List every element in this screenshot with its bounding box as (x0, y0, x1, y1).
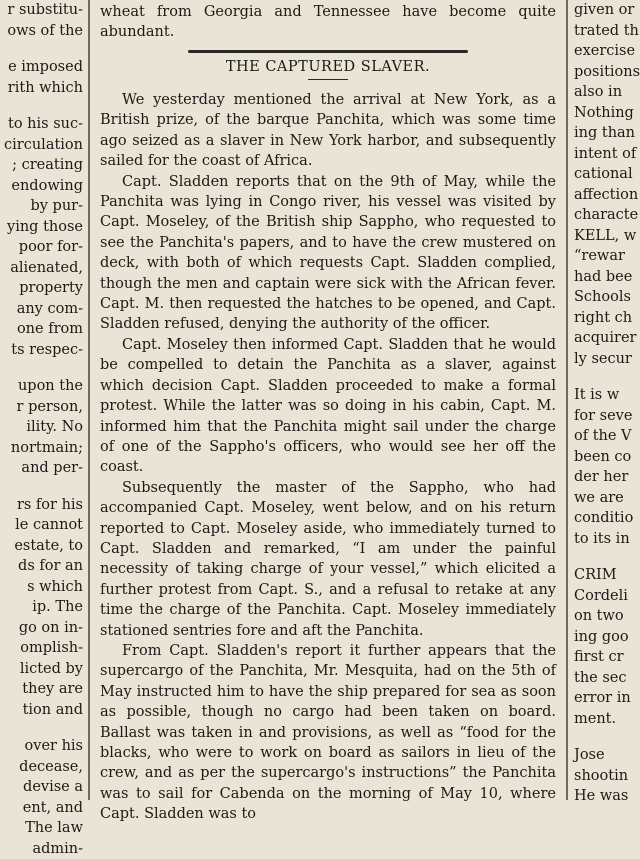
left-column-fragment (0, 0, 86, 800)
right-line: He was (574, 786, 640, 807)
left-line: rs for his (0, 495, 83, 516)
left-line: The law (0, 818, 83, 839)
right-line: error in (574, 688, 640, 709)
right-line: on two (574, 606, 640, 627)
left-line: upon the (0, 376, 83, 397)
right-line: intent of (574, 144, 640, 165)
article-paragraph: Capt. Moseley then informed Capt. Sladden that he would be compelled to detain the Panchita as a slaver, against which decision Capt. Sladden proceeded to make a formal protest. While the latter was so doing in his cabin, Capt. M. informed him that the Panchita might sail under the charge of one of the Sappho's officers, who would see her off the coast. (100, 335, 556, 478)
left-line: one from (0, 319, 83, 340)
preceding-article-tail: wheat from Georgia and Tennessee have become quite abundant. (100, 2, 556, 42)
right-line: Jose (574, 745, 640, 766)
left-line: alienated, (0, 258, 83, 279)
left-line: devise a (0, 777, 83, 798)
left-line: rith which (0, 78, 83, 99)
left-line: any com- (0, 299, 83, 320)
right-line: ment. (574, 709, 640, 730)
left-line: poor for- (0, 237, 83, 258)
right-line: ing than (574, 123, 640, 144)
left-line: licted by (0, 659, 83, 680)
left-line: r person, (0, 397, 83, 418)
article-paragraph: We yesterday mentioned the arrival at New York, as a British prize, of the barque Panchita, which was some time ago seized as a slaver in New York harbor, and subsequently sailed for the coast of Africa. (100, 90, 556, 172)
left-line (0, 720, 83, 736)
left-line: omplish- (0, 638, 83, 659)
left-line: decease, (0, 757, 83, 778)
left-line: ip. The (0, 597, 83, 618)
right-line: CRIM (574, 565, 640, 586)
left-line: ent, and (0, 798, 83, 819)
right-line: positions (574, 62, 640, 83)
right-line: given or (574, 0, 640, 21)
right-line: conditio (574, 508, 640, 529)
left-line: r substitu- (0, 0, 83, 21)
right-line: affection (574, 185, 640, 206)
left-line: estate, to (0, 536, 83, 557)
right-line (574, 729, 640, 745)
right-line (574, 369, 640, 385)
right-line: had bee (574, 267, 640, 288)
left-line: ; creating (0, 155, 83, 176)
right-line: acquirer (574, 328, 640, 349)
left-line (0, 41, 83, 57)
article-separator-rule (188, 50, 468, 53)
left-line: ying those (0, 217, 83, 238)
left-line: e imposed (0, 57, 83, 78)
title-underline-rule (308, 79, 348, 80)
right-line: ly secur (574, 349, 640, 370)
left-line: circulation (0, 135, 83, 156)
left-line: ts respec- (0, 340, 83, 361)
left-line (0, 479, 83, 495)
right-line: der her (574, 467, 640, 488)
right-line: Nothing (574, 103, 640, 124)
right-line: characte (574, 205, 640, 226)
left-line: ility. No (0, 417, 83, 438)
left-line: to his suc- (0, 114, 83, 135)
right-line (574, 549, 640, 565)
left-line: property (0, 278, 83, 299)
right-line: for seve (574, 406, 640, 427)
right-line: been co (574, 447, 640, 468)
right-line: also in (574, 82, 640, 103)
left-line: endowing (0, 176, 83, 197)
left-line (0, 98, 83, 114)
left-column-lines (0, 0, 86, 859)
left-line: tion and (0, 700, 83, 721)
column-rule-right (566, 0, 568, 800)
left-line: le cannot (0, 515, 83, 536)
left-line: over his (0, 736, 83, 757)
left-line: s which (0, 577, 83, 598)
column-rule-left (88, 0, 90, 800)
right-line: trated th (574, 21, 640, 42)
right-column-fragment (570, 0, 640, 800)
left-line: by pur- (0, 196, 83, 217)
right-line: shootin (574, 766, 640, 787)
right-line: ing goo (574, 627, 640, 648)
left-line: ds for an (0, 556, 83, 577)
left-line: they are (0, 679, 83, 700)
article-paragraph: Subsequently the master of the Sappho, who had accompanied Capt. Moseley, went below, and on his return reported to Capt. Moseley aside, who immediately turned to Capt. Sladden and remarked, “I am under the painful necessity of taking charge of your vessel,” which elicited a further protest from Capt. S., and a refusal to retake at any time the charge of the Panchita. Capt. Moseley immediately stationed sentries fore and aft the Panchita. (100, 478, 556, 641)
right-line: cational (574, 164, 640, 185)
right-line: the sec (574, 668, 640, 689)
left-line: admin- (0, 839, 83, 859)
article-paragraph: Capt. Sladden reports that on the 9th of May, while the Panchita was lying in Congo river, his vessel was visited by Capt. Moseley, of the British ship Sappho, who requested to see the Panchita's papers, and to have the crew mustered on deck, with both of which requests Capt. Sladden complied, though the men and captain were sick with the African fever. Capt. M. then requested the hatches to be opened, and Capt. Sladden refused, denying the authority of the officer. (100, 172, 556, 335)
right-line: Schools (574, 287, 640, 308)
right-line: to its in (574, 529, 640, 550)
right-column-lines (570, 0, 640, 807)
right-line: right ch (574, 308, 640, 329)
right-line: KELL, w (574, 226, 640, 247)
right-line: exercise (574, 41, 640, 62)
right-line: “rewar (574, 246, 640, 267)
left-line: nortmain; (0, 438, 83, 459)
article-paragraph: From Capt. Sladden's report it further appears that the supercargo of the Panchita, Mr. Mesquita, had on the 5th of May instructed him to have the ship prepared for sea as soon as possible, though no cargo had been taken on board. Ballast was taken in and provisions, as well as “food for the blacks, who were to work on board as sailors in lieu of the crew, and as per the supercargo's instructions” the Panchita was to sail for Cabenda on the morning of May 10, where Capt. Sladden was to (100, 641, 556, 825)
left-line: and per- (0, 458, 83, 479)
right-line: Cordeli (574, 586, 640, 607)
left-line: ows of the (0, 21, 83, 42)
article-title: THE CAPTURED SLAVER. (92, 59, 564, 75)
article-column (92, 0, 564, 800)
right-line: first cr (574, 647, 640, 668)
left-line: go on in- (0, 618, 83, 639)
right-line: It is w (574, 385, 640, 406)
right-line: we are (574, 488, 640, 509)
right-line: of the V (574, 426, 640, 447)
left-line (0, 360, 83, 376)
